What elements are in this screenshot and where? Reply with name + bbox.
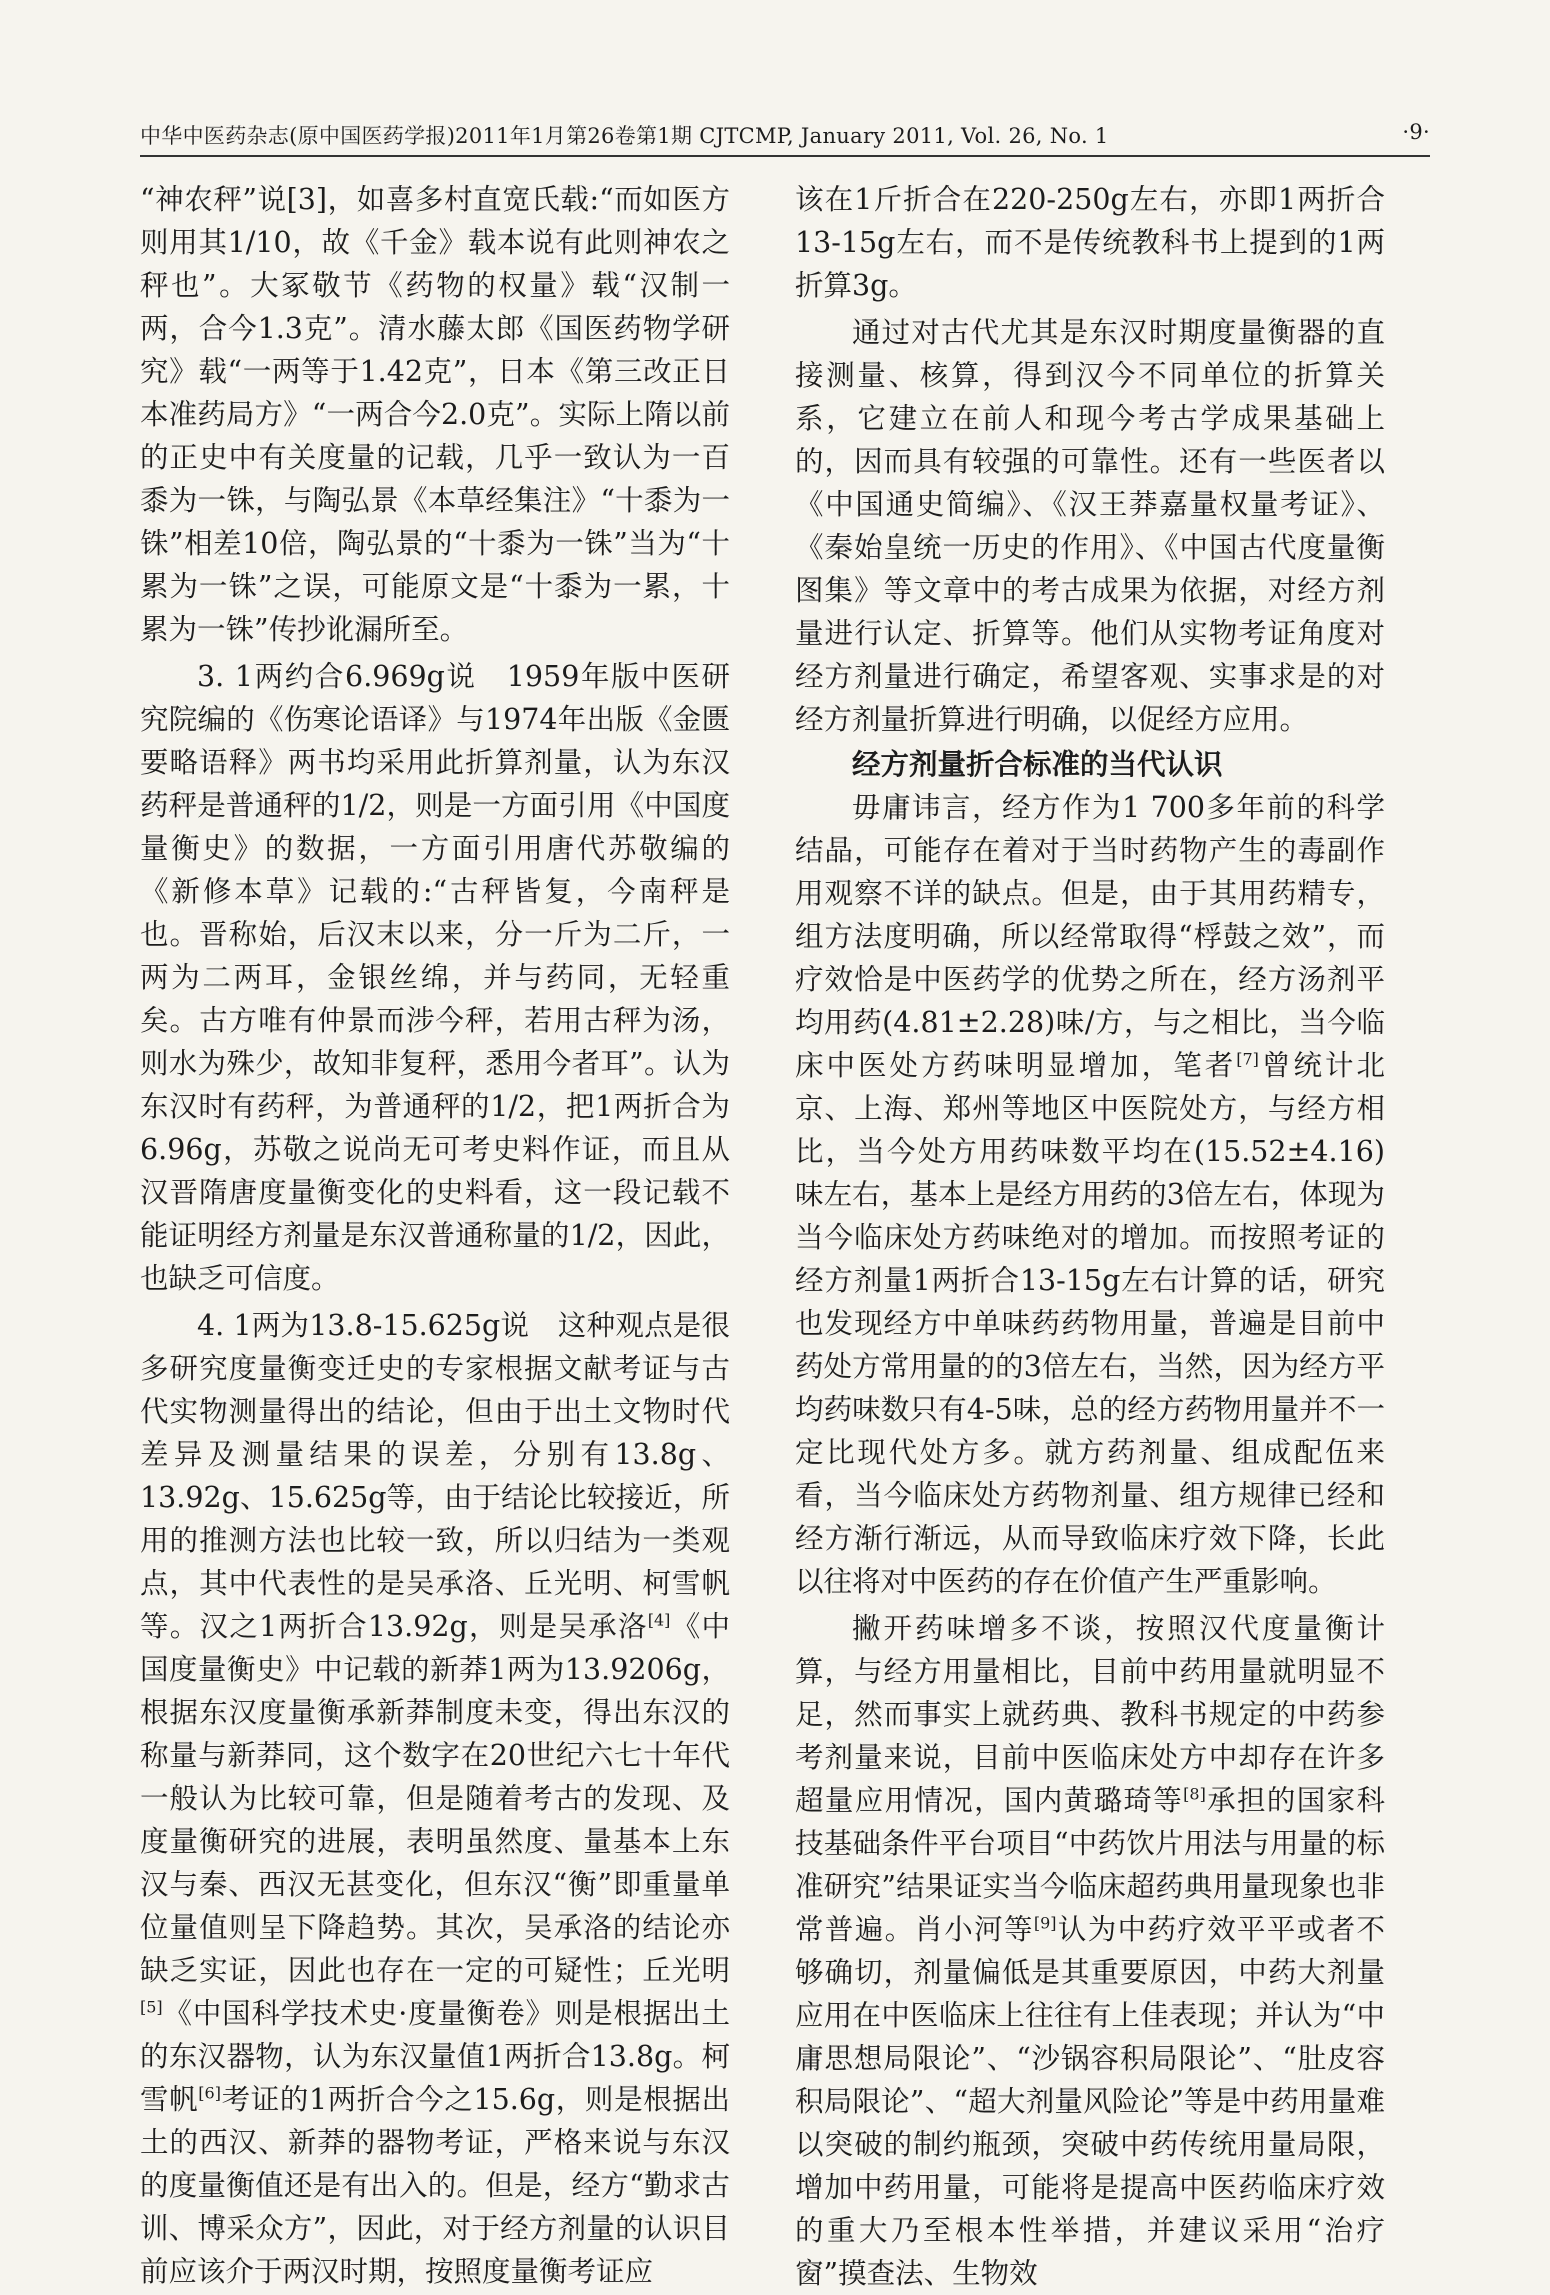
text-segment: 认为中药疗效平平或者不够确切，剂量偏低是其重要原因，中药大剂量应用在中医临床上往往有上佳表现；并认为“中庸思想局限论”、“沙锅容积局限论”、“肚皮容积局限论”、“超大剂量风险论”等是中药用量难以突破的制约瓶颈，突破中药传统用量局限，增加中药用量，可能将是提高中医药临床疗效的重大乃至根本性举措，并建议采用“治疗窗”摸查法、生物效: [795, 1913, 1385, 2290]
right-column: [795, 178, 1385, 2295]
citation-5: [5]: [140, 1997, 163, 2017]
text-segment: 毋庸讳言，经方作为1 700多年前的科学结晶，可能存在着对于当时药物产生的毒副作用观察不详的缺点。但是，由于其用药精专，组方法度明确，所以经常取得“桴鼓之效”，而疗效恰是中医药学的优势之所在，经方汤剂平均用药(4.81±2.28)味/方，与之相比，当今临床中医处方药味明显增加，笔者: [795, 791, 1385, 1082]
paragraph-13-15g: [140, 1304, 730, 2293]
text-segment: 撇开药味增多不谈，按照汉代度量衡计算，与经方用量相比，目前中药用量就明显不足，然而事实上就药典、教科书规定的中药参考剂量来说，目前中医临床处方中却存在许多超量应用情况，国内黄璐琦等: [795, 1612, 1385, 1817]
paragraph-modern-view: [795, 786, 1385, 1603]
citation-4: [4]: [647, 1610, 671, 1630]
text-segment: 4. 1两为13.8-15.625g说 这种观点是很多研究度量衡变迁史的专家根据文献考证与古代实物测量得出的结论，但由于出土文物时代差异及测量结果的误差，分别有13.8g、13.92g、15.625g等，由于结论比较接近，所用的推测方法也比较一致，所以归结为一类观点，其中代表性的是吴承洛、丘光明、柯雪帆等。汉之1两折合13.92g，则是吴承洛: [140, 1309, 730, 1643]
page-number: ·9·: [1402, 120, 1430, 144]
citation-6: [6]: [198, 2083, 221, 2103]
journal-citation: 中华中医药杂志(原中国医药学报)2011年1月第26卷第1期 CJTCMP, January 2011, Vol. 26, No. 1: [140, 124, 1109, 148]
text-segment: 考证的1两折合今之15.6g，则是根据出土的西汉、新莽的器物考证，严格来说与东汉的度量衡值还是有出入的。但是，经方“勤求古训、博采众方”，因此，对于经方剂量的认识目前应该介于两汉时期，按照度量衡考证应: [140, 2083, 730, 2288]
text-segment: 《中国度量衡史》中记载的新莽1两为13.9206g，根据东汉度量衡承新莽制度未变，得出东汉的称量与新莽同，这个数字在20世纪六七十年代一般认为比较可靠，但是随着考古的发现、及度量衡研究的进展，表明虽然度、量基本上东汉与秦、西汉无甚变化，但东汉“衡”即重量单位量值则呈下降趋势。其次，吴承洛的结论亦缺乏实证，因此也存在一定的可疑性；丘光明: [140, 1610, 730, 1987]
section-heading: 经方剂量折合标准的当代认识: [852, 748, 1223, 781]
citation-7: [7]: [1236, 1049, 1259, 1069]
paragraph-6969g: 3. 1两约合6.969g说 1959年版中医研究院编的《伤寒论语译》与1974年出版《金匮要略语释》两书均采用此折算剂量，认为东汉药秤是普通秤的1/2，则是一方面引用《中国度量衡史》的数据，一方面引用唐代苏敬编的《新修本草》记载的:“古秤皆复，今南秤是也。晋称始，后汉末以来，分一斤为二斤，一两为二两耳，金银丝绵，并与药同，无轻重矣。古方唯有仲景而涉今秤，若用古秤为汤，则水为殊少，故知非复秤，悉用今者耳”。认为东汉时有药秤，为普通秤的1/2，把1两折合为6.96g，苏敬之说尚无可考史料作证，而且从汉晋隋唐度量衡变化的史料看，这一段记载不能证明经方剂量是东汉普通称量的1/2，因此，也缺乏可信度。: [140, 660, 730, 1295]
text-segment: 《中国科学技术史·度量衡卷》则是根据出土的东汉器物，认为东汉量值1两折合13.8g。柯雪帆: [140, 1997, 730, 2116]
text-segment: 曾统计北京、上海、郑州等地区中医院处方，与经方相比，当今处方用药味数平均在(15.52±4.16)味左右，基本上是经方用药的3倍左右，体现为当今临床处方药味绝对的增加。而按照考证的经方剂量1两折合13-15g左右计算的话，研究也发现经方中单味药药物用量，普遍是目前中药处方常用量的的3倍左右，当然，因为经方平均药味数只有4-5味，总的经方药物用量并不一定比现代处方多。就方药剂量、组成配伍来看，当今临床处方药物剂量、组方规律已经和经方渐行渐远，从而导致临床疗效下降，长此以往将对中医药的存在价值产生严重影响。: [795, 1049, 1385, 1598]
left-column: [140, 178, 730, 2293]
paragraph-archaeology: 通过对古代尤其是东汉时期度量衡器的直接测量、核算，得到汉今不同单位的折算关系，它建立在前人和现今考古学成果基础上的，因而具有较强的可靠性。还有一些医者以《中国通史简编》、《汉王莽嘉量权量考证》、《秦始皇统一历史的作用》、《中国古代度量衡图集》等文章中的考古成果为依据，对经方剂量进行认定、折算等。他们从实物考证角度对经方剂量进行确定，希望客观、实事求是的对经方剂量折算进行明确，以促经方应用。: [795, 316, 1385, 736]
paragraph-dosage: [795, 1607, 1385, 2295]
citation-8: [8]: [1183, 1784, 1206, 1804]
header-rule: [140, 155, 1430, 157]
paragraph-continuation: 该在1斤折合在220-250g左右，亦即1两折合13-15g左右，而不是传统教科书上提到的1两折算3g。: [795, 183, 1385, 302]
running-header: [140, 114, 1430, 154]
text-segment: 承担的国家科技基础条件平台项目“中药饮片用法与用量的标准研究”结果证实当今临床超药典用量现象也非常普遍。肖小河等: [795, 1784, 1385, 1946]
citation-9: [9]: [1033, 1913, 1057, 1933]
paragraph-shennong-scale: “神农秤”说[3]，如喜多村直宽氏载:“而如医方则用其1/10，故《千金》载本说有此则神农之秤也”。大冢敬节《药物的权量》载“汉制一两，合今1.3克”。清水藤太郎《国医药物学研究》载“一两等于1.42克”，日本《第三改正日本准药局方》“一两合今2.0克”。实际上隋以前的正史中有关度量的记载，几乎一致认为一百黍为一铢，与陶弘景《本草经集注》“十黍为一铢”相差10倍，陶弘景的“十黍为一铢”当为“十累为一铢”之误，可能原文是“十黍为一累，十累为一铢”传抄讹漏所至。: [140, 183, 730, 646]
